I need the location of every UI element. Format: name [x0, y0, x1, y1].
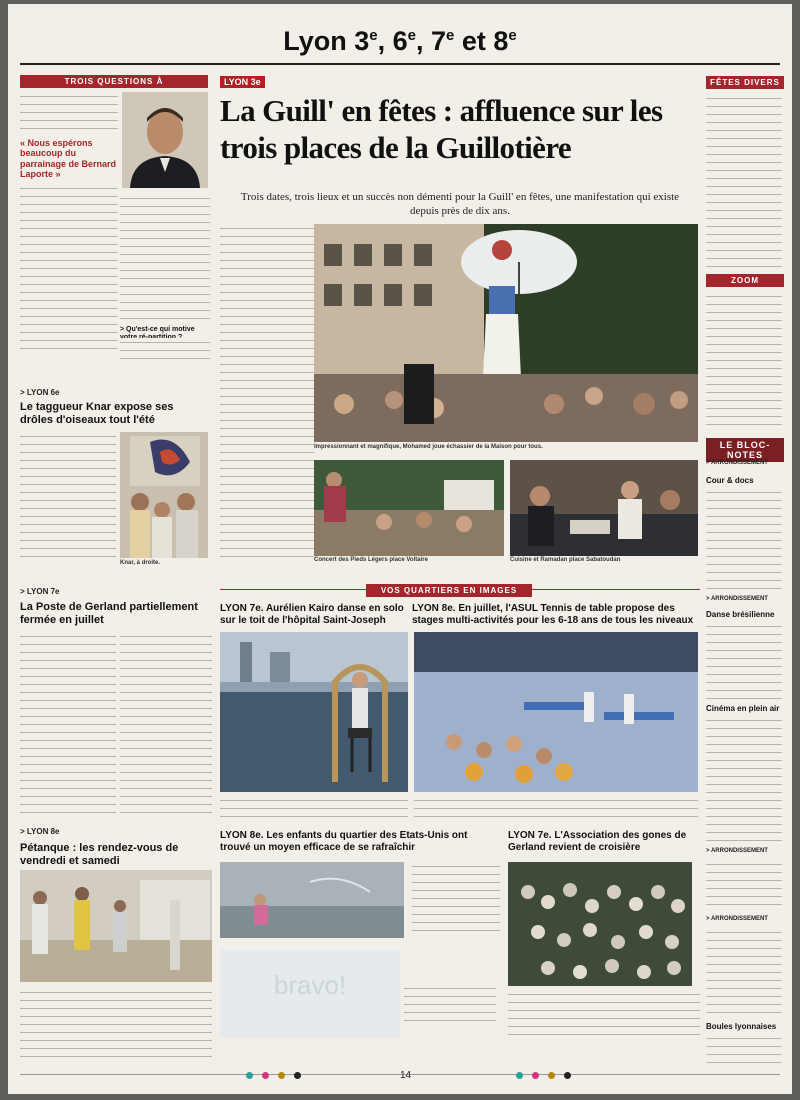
- interview-question: > Qu'est-ce qui motive: [120, 326, 195, 333]
- main-photo: [314, 224, 698, 442]
- danse-title: Danse brésilienne: [706, 610, 775, 619]
- interview-byline: [20, 92, 118, 134]
- footer-dot: [548, 1072, 555, 1079]
- boules-title: Boules lyonnaises: [706, 1022, 777, 1031]
- tennis-image: [414, 632, 698, 792]
- main-label: LYON 3e: [220, 76, 265, 88]
- footer-dot: [246, 1072, 253, 1079]
- lyon6-label: > LYON 6e: [20, 388, 60, 397]
- story1-caption: [220, 796, 408, 824]
- story3-text: [412, 862, 500, 938]
- concert-caption: Concert des Pieds Légers place Voltaire: [314, 557, 428, 563]
- zoom-text: [706, 292, 782, 432]
- footer-dot: [278, 1072, 285, 1079]
- lyon7-headline: La Poste de Gerland partiellement fermée en juillet: [20, 601, 198, 626]
- interview-kicker: TROIS QUESTIONS À: [20, 75, 208, 88]
- lyon8-headline: Pétanque : les rendez-vous de vendredi et samedi: [20, 842, 179, 867]
- arr-label-2: > ARRONDISSEMENT: [706, 596, 768, 602]
- festival-image: [314, 224, 698, 442]
- lyon8-text: [20, 988, 212, 1060]
- fetes-text: [706, 94, 782, 270]
- lyon7-text-a: [20, 632, 116, 816]
- knar-image: [120, 432, 208, 558]
- footer-dot: [262, 1072, 269, 1079]
- concert-photo: [314, 460, 504, 556]
- lyon7-text-b: [120, 632, 212, 816]
- portrait-photo: [122, 92, 208, 188]
- header-rule: [20, 63, 780, 65]
- cuisine-image: [510, 460, 698, 556]
- story3-headline: LYON 8e. Les enfants du quartier des Etats-Unis ont trouvé un moyen efficace de se rafraîchir: [220, 830, 468, 853]
- concert-image: [314, 460, 504, 556]
- lyon8-label: > LYON 8e: [20, 827, 60, 836]
- cuisine-photo: [510, 460, 698, 556]
- zoom-kicker: ZOOM: [706, 274, 784, 287]
- main-deck: Trois dates, trois lieux et un succès non démenti pour la Guill' en fêtes, une manifestation qui existe depuis près de dix ans.: [240, 191, 680, 218]
- petanque-image: [20, 870, 212, 982]
- lyon7-label: > LYON 7e: [20, 587, 60, 596]
- knar-photo: [120, 432, 208, 558]
- story2-caption: [414, 796, 698, 824]
- bravo-ad: [220, 950, 400, 1038]
- story1-headline: LYON 7e. Aurélien Kairo danse en solo sur le toit de l'hôpital Saint-Joseph: [220, 603, 404, 626]
- kairo-photo: [220, 632, 408, 792]
- croisiere-image: [508, 862, 692, 986]
- croisiere-photo: [508, 862, 692, 986]
- cours-docs-text: [706, 488, 782, 592]
- story4-text: [508, 990, 700, 1042]
- petanque-photo: [20, 870, 212, 982]
- fountain-image: [220, 862, 404, 938]
- interview-text-right: [120, 194, 210, 324]
- cinema-title: Cinéma en plein air: [706, 704, 780, 713]
- interview-text-end: [120, 338, 210, 362]
- boules-text: [706, 1034, 782, 1064]
- story4-headline: LYON 7e. L'Association des gones de Gerland revient de croisière: [508, 830, 687, 853]
- danse-text: [706, 622, 782, 702]
- lyon6-text: [20, 432, 116, 562]
- interview-text-left: [20, 184, 118, 354]
- kairo-image: [220, 632, 408, 792]
- cuisine-caption: Cuisine et Ramadan place Sabatoudan: [510, 557, 621, 563]
- page-number: 14: [400, 1070, 412, 1081]
- quartiers-banner: VOS QUARTIERS EN IMAGES: [366, 584, 532, 597]
- bloc-notes-kicker: LE BLOC-NOTES: [706, 438, 784, 462]
- notes-text-4: [706, 928, 782, 1018]
- arr-label-1: > ARRONDISSEMENT: [706, 460, 768, 466]
- main-photo-caption: Impressionnant et magnifique, Mohamed joue échassier de la Maison pour tous.: [314, 444, 543, 450]
- quote-block: [404, 984, 496, 1024]
- knar-caption: Knar, à droite.: [120, 560, 161, 566]
- notes-text-3: [706, 860, 782, 910]
- main-text: [220, 224, 314, 564]
- tennis-photo: [414, 632, 698, 792]
- newspaper-page: [8, 4, 792, 1094]
- footer-dot: [564, 1072, 571, 1079]
- cours-docs-title: Cour & docs: [706, 476, 754, 485]
- arr-label-3: > ARRONDISSEMENT: [706, 848, 768, 854]
- fountain-photo: [220, 862, 404, 938]
- footer-dot: [532, 1072, 539, 1079]
- footer-dot: [516, 1072, 523, 1079]
- fetes-kicker: FÊTES DIVERS: [706, 76, 784, 89]
- cinema-text: [706, 716, 782, 842]
- story2-headline: LYON 8e. En juillet, l'ASUL Tennis de table propose des stages multi-activités pour les 6-18 ans de tous les niveaux: [412, 603, 694, 626]
- main-headline: La Guill' en fêtes : affluence sur les trois places de la Guillotière: [220, 93, 663, 166]
- bravo-ad-text: bravo!: [273, 970, 347, 1000]
- arr-label-4: > ARRONDISSEMENT: [706, 916, 768, 922]
- portrait-image: [122, 92, 208, 188]
- interview-quote: « Nous espérons beaucoup du parrainage de Bernard Laporte »: [20, 138, 117, 180]
- page-title: Lyon 3e, 6e, 7e et 8e: [283, 26, 517, 56]
- lyon6-headline: Le taggueur Knar expose ses drôles d'oiseaux tout l'été: [20, 401, 174, 426]
- footer-dot: [294, 1072, 301, 1079]
